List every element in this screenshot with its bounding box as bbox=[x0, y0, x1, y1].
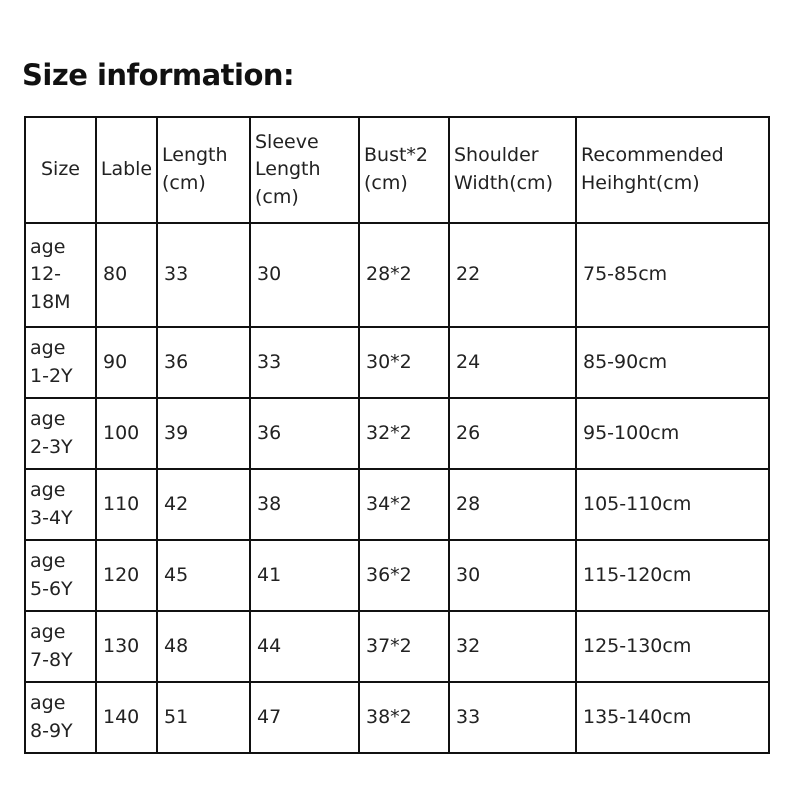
cell-lable: 130 bbox=[96, 611, 157, 682]
cell-lable: 100 bbox=[96, 398, 157, 469]
cell-recommended-height: 105-110cm bbox=[576, 469, 769, 540]
cell-sleeve-length: 41 bbox=[250, 540, 359, 611]
cell-shoulder-width: 28 bbox=[449, 469, 576, 540]
cell-recommended-height: 95-100cm bbox=[576, 398, 769, 469]
cell-recommended-height: 85-90cm bbox=[576, 327, 769, 398]
cell-lable: 80 bbox=[96, 223, 157, 327]
table-row bbox=[25, 611, 769, 682]
cell-size: age 1-2Y bbox=[25, 327, 96, 398]
header-size: Size bbox=[25, 117, 96, 223]
cell-shoulder-width: 26 bbox=[449, 398, 576, 469]
header-recommended-height: Recommended Heihght(cm) bbox=[576, 117, 769, 223]
cell-recommended-height: 75-85cm bbox=[576, 223, 769, 327]
cell-sleeve-length: 38 bbox=[250, 469, 359, 540]
cell-lable: 140 bbox=[96, 682, 157, 753]
cell-bust: 28*2 bbox=[359, 223, 449, 327]
table-row bbox=[25, 398, 769, 469]
table-row bbox=[25, 469, 769, 540]
cell-size: age 2-3Y bbox=[25, 398, 96, 469]
cell-length: 48 bbox=[157, 611, 250, 682]
cell-bust: 38*2 bbox=[359, 682, 449, 753]
cell-bust: 30*2 bbox=[359, 327, 449, 398]
cell-sleeve-length: 33 bbox=[250, 327, 359, 398]
cell-size: age 7-8Y bbox=[25, 611, 96, 682]
header-shoulder-width: Shoulder Width(cm) bbox=[449, 117, 576, 223]
cell-bust: 32*2 bbox=[359, 398, 449, 469]
cell-recommended-height: 125-130cm bbox=[576, 611, 769, 682]
header-sleeve-length: Sleeve Length (cm) bbox=[250, 117, 359, 223]
cell-size: age 8-9Y bbox=[25, 682, 96, 753]
cell-length: 39 bbox=[157, 398, 250, 469]
cell-length: 45 bbox=[157, 540, 250, 611]
cell-length: 36 bbox=[157, 327, 250, 398]
cell-size: age 5-6Y bbox=[25, 540, 96, 611]
cell-sleeve-length: 30 bbox=[250, 223, 359, 327]
size-chart-table bbox=[24, 116, 770, 754]
cell-length: 51 bbox=[157, 682, 250, 753]
cell-bust: 34*2 bbox=[359, 469, 449, 540]
header-bust: Bust*2 (cm) bbox=[359, 117, 449, 223]
cell-bust: 37*2 bbox=[359, 611, 449, 682]
cell-shoulder-width: 30 bbox=[449, 540, 576, 611]
cell-bust: 36*2 bbox=[359, 540, 449, 611]
cell-lable: 90 bbox=[96, 327, 157, 398]
header-length: Length (cm) bbox=[157, 117, 250, 223]
cell-lable: 120 bbox=[96, 540, 157, 611]
cell-lable: 110 bbox=[96, 469, 157, 540]
cell-recommended-height: 115-120cm bbox=[576, 540, 769, 611]
header-lable: Lable bbox=[96, 117, 157, 223]
cell-sleeve-length: 44 bbox=[250, 611, 359, 682]
cell-shoulder-width: 22 bbox=[449, 223, 576, 327]
cell-length: 42 bbox=[157, 469, 250, 540]
table-header-row bbox=[25, 117, 769, 223]
cell-shoulder-width: 33 bbox=[449, 682, 576, 753]
table-row bbox=[25, 223, 769, 327]
cell-recommended-height: 135-140cm bbox=[576, 682, 769, 753]
page-title: Size information: bbox=[22, 58, 295, 92]
table-row bbox=[25, 327, 769, 398]
cell-size: age 3-4Y bbox=[25, 469, 96, 540]
cell-shoulder-width: 32 bbox=[449, 611, 576, 682]
cell-sleeve-length: 47 bbox=[250, 682, 359, 753]
table-row bbox=[25, 540, 769, 611]
cell-sleeve-length: 36 bbox=[250, 398, 359, 469]
cell-size: age 12- 18M bbox=[25, 223, 96, 327]
cell-shoulder-width: 24 bbox=[449, 327, 576, 398]
table-row bbox=[25, 682, 769, 753]
cell-length: 33 bbox=[157, 223, 250, 327]
